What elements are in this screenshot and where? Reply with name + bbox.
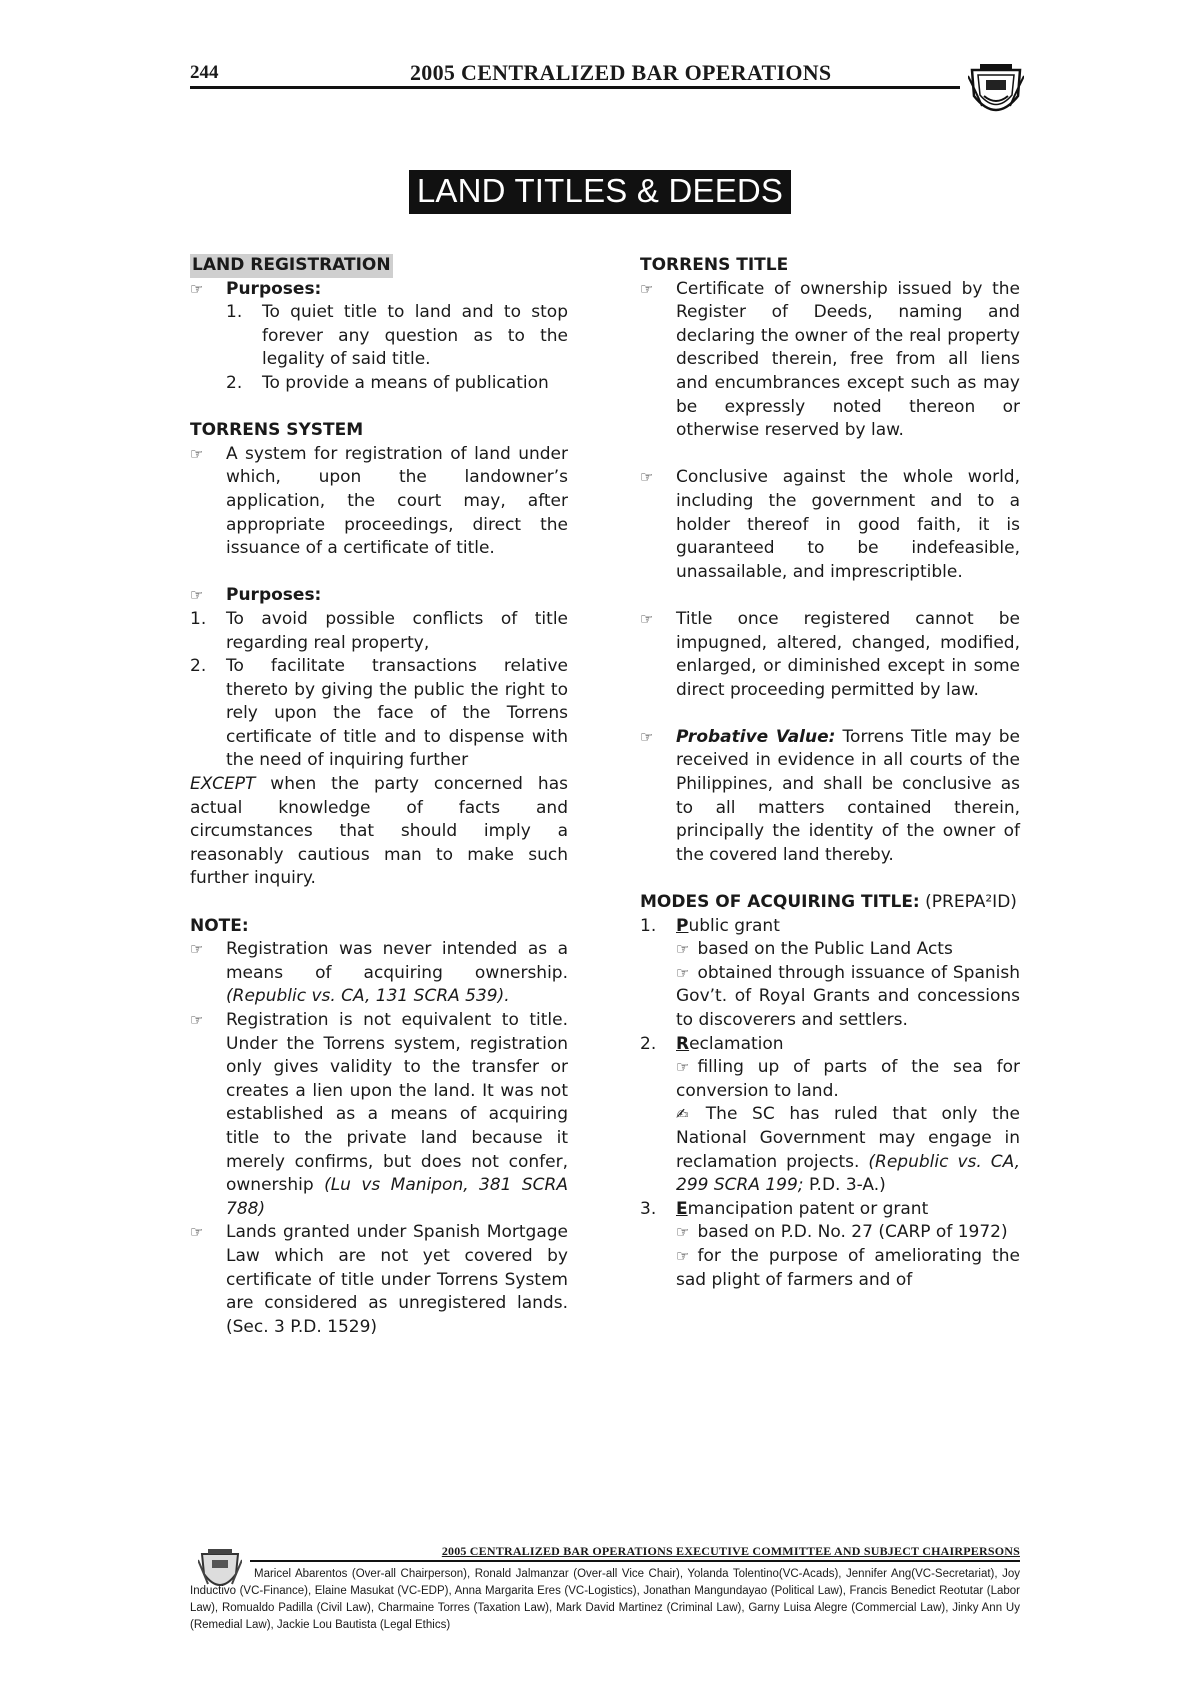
list-item: ☞ Conclusive against the whole world, including the government and to a holder thereof in good faith, it is guaranteed to be indefeasible, unassailable, and imprescriptible.: [640, 467, 1020, 582]
page-footer: [190, 1544, 1020, 1674]
pointing-hand-icon: ☞: [190, 444, 204, 463]
running-title: 2005 CENTRALIZED BAR OPERATIONS: [410, 60, 832, 85]
page-header: [190, 58, 1030, 124]
list-item: ☞ obtained through issuance of Spanish Gov’t. of Royal Grants and concessions to discoverers and settlers.: [676, 962, 1020, 1030]
writing-hand-icon: ✍: [676, 1105, 698, 1124]
list-item: ☞ Title once registered cannot be impugned, altered, changed, modified, enlarged, or diminished except in some direct proceeding permitted by law.: [640, 608, 1020, 700]
university-seal-icon: [968, 62, 1024, 122]
list-item: ✍ The SC has ruled that only the National Government may engage in reclamation projects. (Republic vs. CA, 299 SCRA 199; P.D. 3-A.): [676, 1104, 1020, 1196]
list-item: ☞ filling up of parts of the sea for conversion to land.: [676, 1057, 1020, 1101]
list-item: 2. To provide a means of publication: [226, 372, 549, 393]
pointing-hand-icon: ☞: [676, 963, 690, 982]
list-item: ☞ Lands granted under Spanish Mortgage Law which are not yet covered by certificate of title under Torrens System are considered as unregistered lands. (Sec. 3 P.D. 1529): [190, 1222, 568, 1337]
list-item: [190, 278, 568, 302]
pointing-hand-icon: ☞: [190, 940, 204, 959]
list-item: ☞ for the purpose of ameliorating the sad plight of farmers and of: [676, 1245, 1020, 1290]
section-heading-land-registration: LAND REGISTRATION: [190, 254, 393, 278]
section-heading-torrens-system: TORRENS SYSTEM: [190, 420, 364, 441]
list-item: ☞ Registration is not equivalent to title. Under the Torrens system, registration only gives validity to the transfer or creates a lien upon the land. It was not established as a means of acquiring title to the private land because it merely confirms, but does not confer, ownership (Lu vs Manipon, 381 SCRA 788): [190, 1010, 568, 1219]
list-item: 1. Public grant: [640, 915, 780, 936]
pointing-hand-icon: ☞: [190, 1011, 204, 1029]
list-item: 3. Emancipation patent or grant: [640, 1198, 929, 1219]
list-item: ☞ based on the Public Land Acts: [676, 939, 953, 960]
list-item: 1. To quiet title to land and to stop forever any question as to the legality of said title.: [226, 302, 568, 370]
section-heading-note: NOTE:: [190, 915, 249, 936]
pointing-hand-icon: ☞: [676, 1058, 690, 1077]
purposes-label: Purposes:: [226, 585, 322, 606]
pointing-hand-icon: ☞: [640, 727, 654, 746]
footer-divider: [250, 1560, 1020, 1562]
page-number: 244: [190, 62, 219, 83]
header-divider: [190, 86, 960, 89]
pointing-hand-icon: ☞: [640, 279, 654, 298]
list-item: 2. Reclamation: [640, 1033, 784, 1054]
list-item: [190, 584, 568, 608]
list-item: ☞ A system for registration of land under which, upon the landowner’s application, the court may, after appropriate proceedings, direct the issuance of a certificate of title.: [190, 443, 568, 559]
purposes-label: Purposes:: [226, 278, 322, 299]
pointing-hand-icon: ☞: [190, 586, 204, 605]
left-column: [190, 254, 568, 1339]
pointing-hand-icon: ☞: [676, 1223, 690, 1242]
section-heading-torrens-title: TORRENS TITLE: [640, 255, 789, 275]
footer-credits: Maricel Abarentos (Over-all Chairperson), Ronald Jalmanzar (Over-all Vice Chair), Yolanda Tolentino(VC-Acads), Jennifer Ang(VC-Secretariat), Joy Inductivo (VC-Finance), Elaine Masukat (VC-EDP), Anna Margarita Eres (VC-Logistics), Jonathan Mangundayao (Political Law), Francis Benedict Reotutar (Labor Law), Romualdo Padilla (Civil Law), Charmaine Torres (Taxation Law), Mark David Martinez (Criminal Law), Garny Luisa Alegre (Commercial Law), Jinky Ann Uy (Remedial Law), Jackie Lou Bautista (Legal Ethics): [190, 1568, 1020, 1631]
pointing-hand-icon: ☞: [640, 468, 654, 487]
pointing-hand-icon: ☞: [190, 1223, 204, 1242]
pointing-hand-icon: ☞: [676, 940, 690, 959]
pointing-hand-icon: ☞: [640, 609, 654, 628]
list-item: ☞ based on P.D. No. 27 (CARP of 1972): [676, 1222, 1008, 1243]
probative-value-label: Probative Value:: [676, 726, 836, 747]
pointing-hand-icon: ☞: [676, 1246, 690, 1265]
right-column: [640, 254, 1020, 1292]
pointing-hand-icon: ☞: [190, 279, 204, 298]
except-paragraph: EXCEPT when the party concerned has actual knowledge of facts and circumstances that should imply a reasonably cautious man to make such further inquiry.: [190, 774, 568, 889]
footer-heading: 2005 CENTRALIZED BAR OPERATIONS EXECUTIVE COMMITTEE AND SUBJECT CHAIRPERSONS: [441, 1544, 1020, 1558]
page-title: LAND TITLES & DEEDS: [409, 170, 791, 214]
list-item: ☞ Certificate of ownership issued by the Register of Deeds, naming and declaring the owner of the real property described therein, free from all liens and encumbrances except such as may be expressly noted thereon or otherwise reserved by law.: [640, 278, 1020, 441]
list-item: ☞ Registration was never intended as a means of acquiring ownership. (Republic vs. CA, 131 SCRA 539).: [190, 939, 568, 1007]
section-heading-modes: MODES OF ACQUIRING TITLE: (PREPA²ID): [640, 892, 1017, 913]
list-item: ☞ Probative Value: Torrens Title may be received in evidence in all courts of the Philippines, and shall be conclusive as to all matters contained therein, principally the identity of the owner of the covered land thereby.: [640, 726, 1020, 865]
list-item: 1. To avoid possible conflicts of title regarding real property,: [190, 608, 568, 653]
list-item: 2. To facilitate transactions relative thereto by giving the public the right to rely upon the face of the Torrens certificate of title and to dispense with the need of inquiring further: [190, 656, 568, 771]
